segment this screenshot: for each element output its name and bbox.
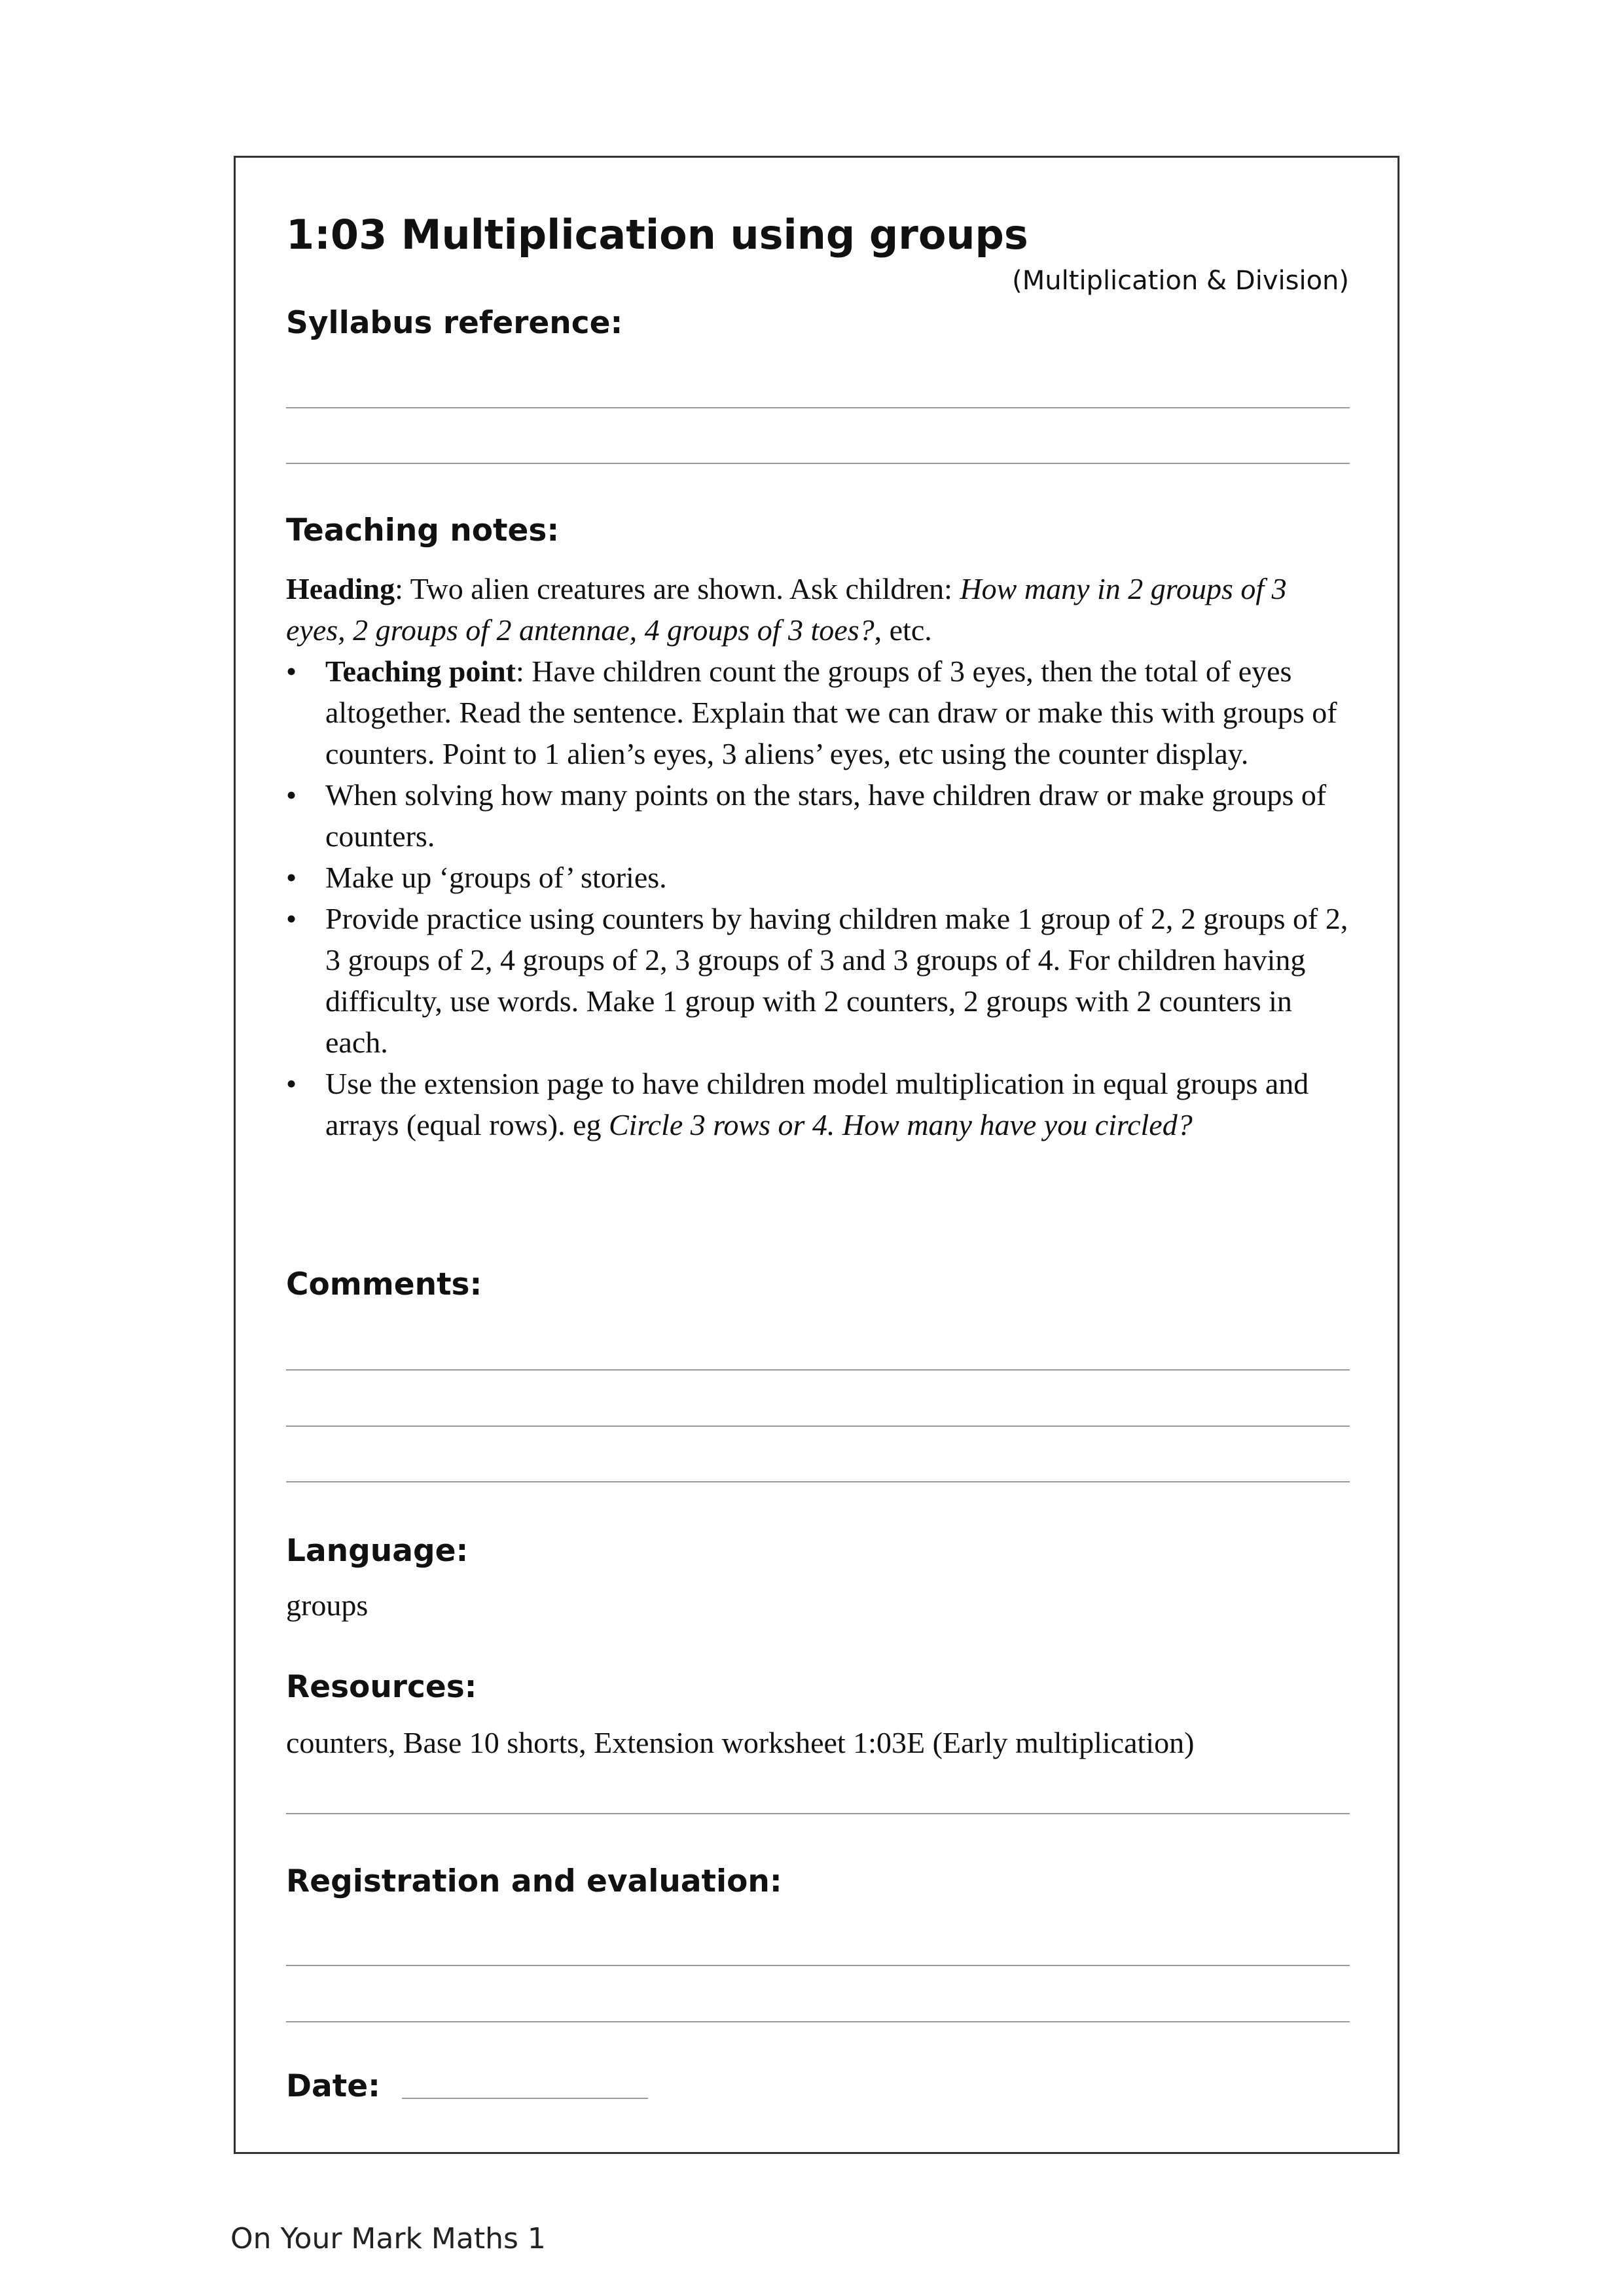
- page-frame: [234, 156, 1399, 2154]
- bullet: •: [286, 902, 297, 935]
- list-item: [286, 1063, 1350, 1145]
- syllabus-line-1: [286, 407, 1350, 408]
- syllabus-heading: Syllabus reference:: [286, 305, 623, 341]
- comments-line-3: [286, 1481, 1350, 1482]
- heading-note-label: Heading: [286, 572, 395, 605]
- resources-line: [286, 1813, 1350, 1814]
- bullet: •: [286, 655, 297, 688]
- resources-text: counters, Base 10 shorts, Extension worksheet 1:03E (Early multiplication): [286, 1726, 1195, 1759]
- point-text: When solving how many points on the stars, have children draw or make groups of counters.: [325, 778, 1327, 853]
- comments-heading: Comments:: [286, 1266, 482, 1302]
- resources-heading: Resources:: [286, 1669, 477, 1705]
- point-text: Use the extension page to have children model multiplication in equal groups and arrays (equal rows). eg: [325, 1067, 1309, 1141]
- point-italic: Circle 3 rows or 4. How many have you circled?: [608, 1108, 1193, 1141]
- comments-line-2: [286, 1426, 1350, 1427]
- footer: On Your Mark Maths 1: [230, 2222, 546, 2255]
- page-subtitle: (Multiplication & Division): [1012, 266, 1349, 296]
- list-item: [286, 898, 1350, 1063]
- syllabus-line-2: [286, 463, 1350, 464]
- registration-heading: Registration and evaluation:: [286, 1863, 782, 1899]
- language-text: groups: [286, 1588, 369, 1622]
- point-text: Provide practice using counters by having children make 1 group of 2, 2 groups of 2, 3 groups of 2, 4 groups of 2, 3 groups of 3 and 3 groups of 4. For children having difficulty, use words. Make 1 group with 2 counters, 2 groups with 2 counters in each.: [325, 902, 1348, 1059]
- list-item: [286, 857, 1350, 898]
- teaching-notes-body: [286, 568, 1350, 1145]
- heading-note: [286, 568, 1350, 651]
- teaching-notes-heading: Teaching notes:: [286, 512, 560, 548]
- list-item: [286, 651, 1350, 774]
- teaching-point-label: Teaching point: [325, 655, 516, 688]
- bullet: •: [286, 778, 297, 812]
- teaching-point-text: : Have children count the groups of 3 eyes, then the total of eyes altogether. Read the sentence. Explain that we can draw or make this with groups of counters. Point to 1 alien’s eyes, 3 aliens’ eyes, etc using the counter display.: [325, 655, 1337, 770]
- registration-line-1: [286, 1965, 1350, 1966]
- language-heading: Language:: [286, 1533, 469, 1569]
- bullet: •: [286, 861, 297, 894]
- page-title: 1:03 Multiplication using groups: [286, 211, 1028, 259]
- comments-line-1: [286, 1369, 1350, 1371]
- date-line: [402, 2098, 648, 2099]
- heading-note-text: : Two alien creatures are shown. Ask children:: [395, 572, 960, 605]
- heading-note-question: How many in 2 groups of 3 eyes, 2 groups of 2 antennae, 4 groups of 3 toes?: [286, 572, 1287, 647]
- date-label: Date:: [286, 2068, 380, 2104]
- bullet: •: [286, 1067, 297, 1100]
- heading-note-end: , etc.: [874, 613, 932, 647]
- list-item: [286, 774, 1350, 857]
- teaching-points-list: [286, 651, 1350, 1145]
- registration-line-2: [286, 2021, 1350, 2022]
- point-text: Make up ‘groups of’ stories.: [325, 861, 667, 894]
